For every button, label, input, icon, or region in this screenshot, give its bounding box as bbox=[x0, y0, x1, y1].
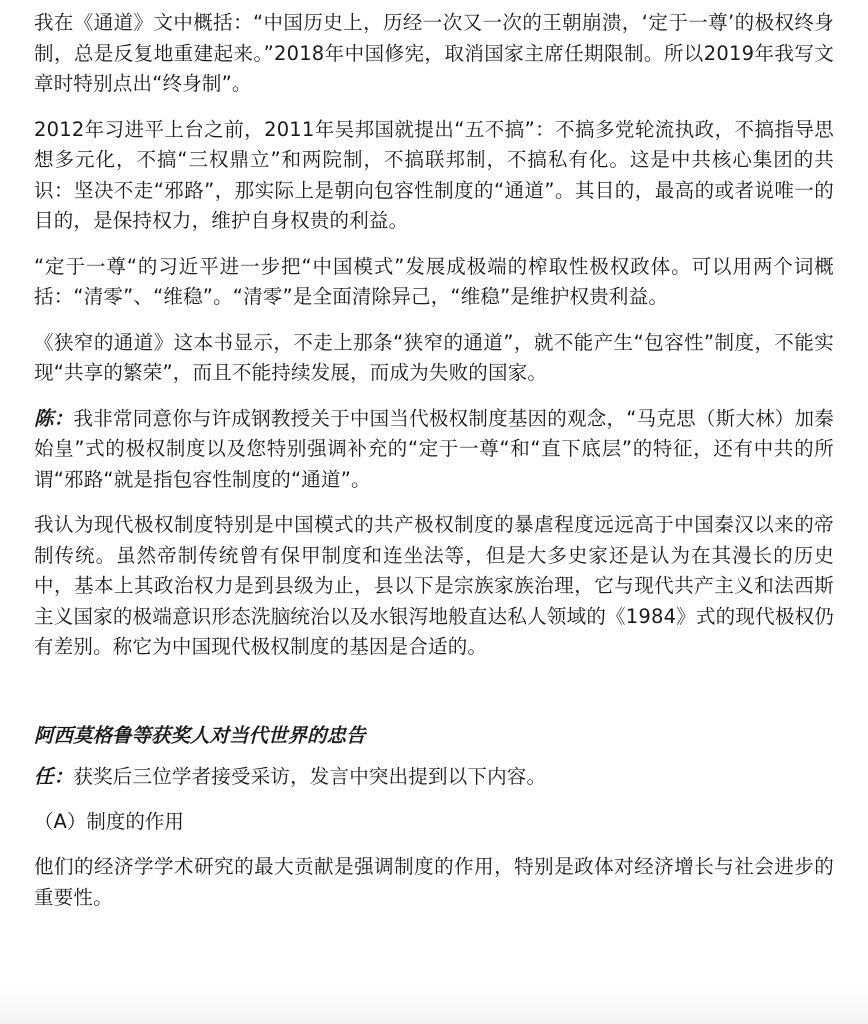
paragraph-ren-intro bbox=[34, 762, 834, 793]
paragraph-five-nos: 2012年习进平上台之前，2011年吴邦国就提出“五不搞”：不搞多党轮流执政，不搞指导思想多元化，不搞“三权鼎立”和两院制，不搞联邦制，不搞私有化。这是中共核心集团的共识：坚决不走“邪路”，那实际上是朝向包容性制度的“通道”。其目的，最高的或者说唯一的目的，是保持权力，维护自身权贵的利益。 bbox=[34, 117, 834, 232]
article-body bbox=[34, 8, 834, 928]
section-title: 阿西莫格鲁等获奖人对当代世界的忠告 bbox=[34, 723, 366, 747]
paragraph-china-model: “定于一尊“的习近平进一步把“中国模式”发展成极端的榨取性极权政体。可以用两个词概括：“清零”、“维稳”。“清零”是全面清除异己，“维稳”是维护权贵利益。 bbox=[34, 254, 834, 308]
paragraph-institution-role: 他们的经济学学术研究的最大贡献是强调制度的作用，特别是政体对经济增长与社会进步的重要性。 bbox=[34, 855, 834, 909]
paragraph-totalitarian-gene: 我认为现代极权制度特别是中国模式的共产极权制度的暴虐程度远远高于中国秦汉以来的帝制传统。虽然帝制传统曾有保甲制度和连坐法等，但是大多史家还是认为在其漫长的历史中，基本上其政治权力是到县级为止，县以下是宗族家族治理，它与现代共产主义和法西斯主义国家的极端意识形态洗脑统治以及水银泻地般直达私人领域的《1984》式的现代极权仍有差别。称它为中国现代极权制度的基因是合适的。 bbox=[34, 513, 834, 658]
paragraph-text: 我非常同意你与许成钢教授关于中国当代极权制度基因的观念，“马克思（斯大林）加秦始皇”式的极权制度以及您特别强调补充的“定于一尊“和“直下底层”的特征，还有中共的所谓“邪路“就是指包容性制度的“通道”。 bbox=[34, 406, 834, 491]
paragraph-narrow-corridor: 《狭窄的通道》这本书显示，不走上那条“狭窄的通道”，就不能产生“包容性”制度，不能实现“共享的繁荣”，而且不能持续发展，而成为失败的国家。 bbox=[34, 330, 834, 384]
paragraph-text: 获奖后三位学者接受采访，发言中突出提到以下内容。 bbox=[73, 764, 547, 788]
paragraph-tongdao-summary: 我在《通道》文中概括：“中国历史上，历经一次又一次的王朝崩溃，‘定于一尊’的极权终身制，总是反复地重建起来。”2018年中国修宪，取消国家主席任期限制。所以2019年我写文章时特别点出“终身制”。 bbox=[34, 11, 834, 95]
speaker-label: 陈： bbox=[34, 406, 74, 430]
bottom-fade bbox=[0, 988, 868, 1024]
paragraph-chen-response bbox=[34, 404, 834, 496]
subheading-institutions: （A）制度的作用 bbox=[34, 810, 184, 833]
speaker-label: 任： bbox=[34, 764, 74, 788]
